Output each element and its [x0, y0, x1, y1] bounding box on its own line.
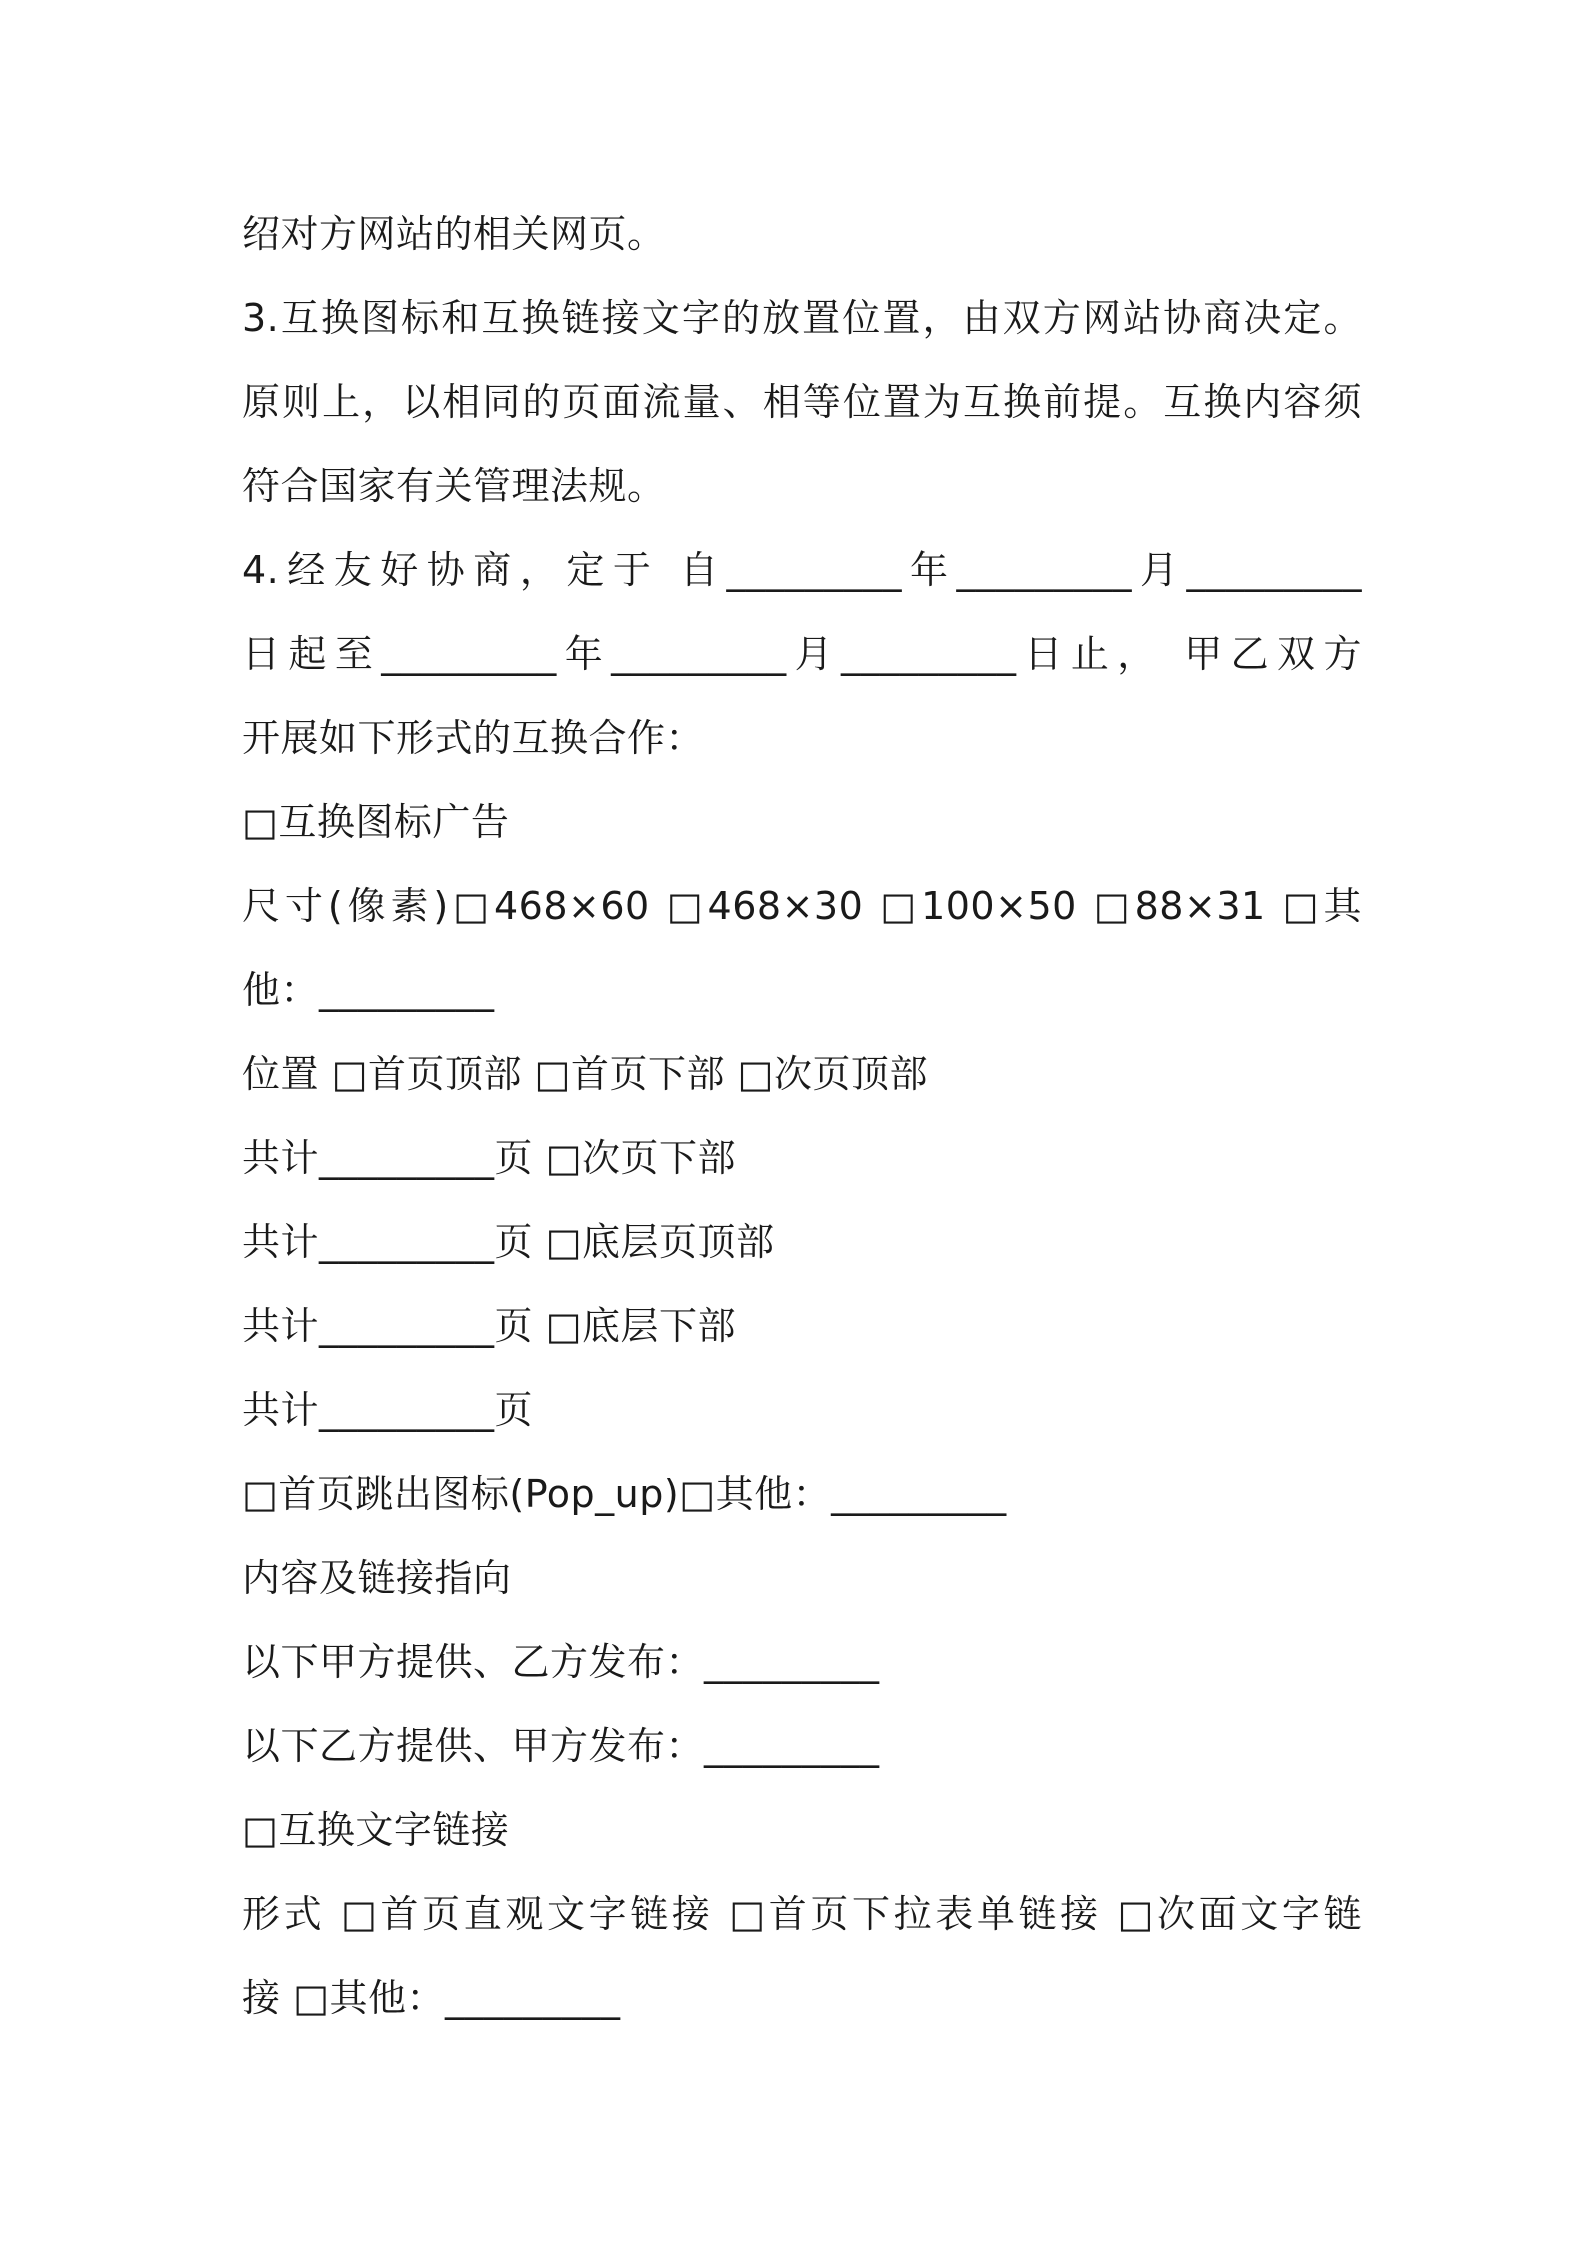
text-line: 以下乙方提供、甲方发布：_________: [242, 1724, 880, 1768]
text-line: 开展如下形式的互换合作：: [242, 716, 705, 760]
text-line: 内容及链接指向: [242, 1556, 512, 1600]
text-line: 形式 □首页直观文字链接 □首页下拉表单链接 □次面文字链: [242, 1892, 1362, 1936]
text-line: 共计_________页: [242, 1388, 534, 1432]
text-line: 他：_________: [242, 968, 495, 1012]
text-line: □互换文字链接: [242, 1808, 510, 1852]
document-body: [242, 192, 1362, 2040]
text-line: 以下甲方提供、乙方发布：_________: [242, 1640, 880, 1684]
text-line: 日起至_________年_________月_________日止， 甲乙双方: [242, 632, 1362, 676]
text-line: 共计_________页 □底层页顶部: [242, 1220, 775, 1264]
text-line: 尺寸(像素)□468×60 □468×30 □100×50 □88×31 □其: [242, 884, 1362, 928]
text-line: □首页跳出图标(Pop_up)□其他：_________: [242, 1472, 1007, 1516]
text-line: 绍对方网站的相关网页。: [242, 212, 666, 256]
text-line: 原则上，以相同的页面流量、相等位置为互换前提。互换内容须: [242, 380, 1362, 424]
text-line: 共计_________页 □次页下部: [242, 1136, 736, 1180]
text-line: 位置 □首页顶部 □首页下部 □次页顶部: [242, 1052, 928, 1096]
text-line: 4.经友好协商，定于 自_________年_________月_________: [242, 548, 1362, 592]
text-line: 共计_________页 □底层下部: [242, 1304, 736, 1348]
text-line: 符合国家有关管理法规。: [242, 464, 666, 508]
text-line: 接 □其他：_________: [242, 1976, 621, 2020]
text-line: 3.互换图标和互换链接文字的放置位置，由双方网站协商决定。: [242, 296, 1362, 340]
text-line: □互换图标广告: [242, 800, 510, 844]
